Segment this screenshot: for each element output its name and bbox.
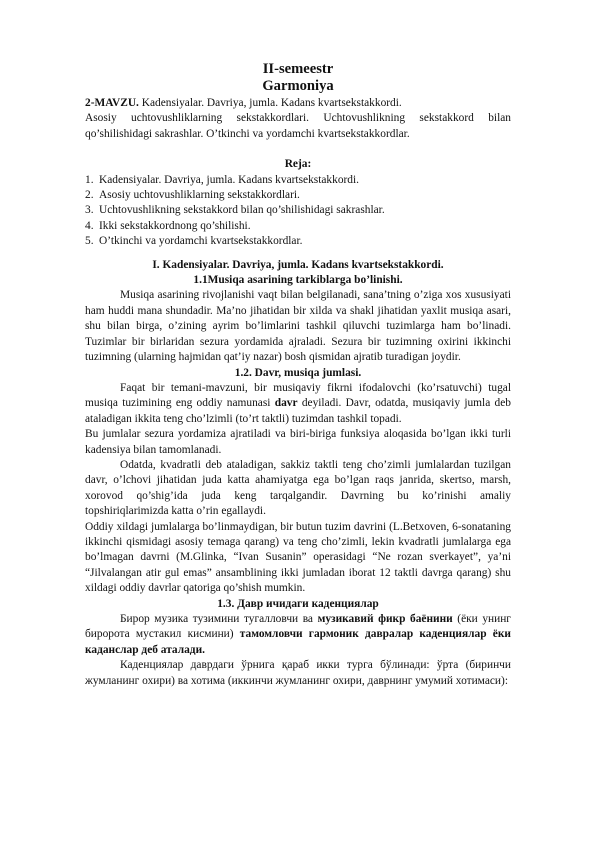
subject-title: Garmoniya (262, 78, 334, 94)
document-page (85, 60, 511, 689)
topic-title: Kadensiyalar. Davriya, jumla. Kadans kvartsekstakkordi. (138, 97, 402, 109)
subsection-heading-1-2: 1.2. Davr, musiqa jumlasi. (234, 366, 362, 379)
plan-list (85, 173, 511, 250)
plan-item: 3. Uchtovushlikning sekstakkord bilan qo’shilishidagi sakrashlar. (85, 204, 385, 217)
plan-heading: Reja: (284, 158, 312, 171)
plan-item: 4. Ikki sekstakkordnong qo’shilishi. (85, 219, 251, 232)
topic-line (85, 96, 511, 111)
paragraph-2: Faqat bir temani-mavzuni, bir musiqaviy fikrni ifodalovchi (ko’rsatuvchi) tugal musiqa tuzimining eng oddiy namunasi davr deyiladi. Davr, odatda, musiqaviy jumla deb ataladigan ikkita teng cho’lzimli (to’rt taktli) tuzimdan tashkil topadi. (85, 381, 511, 425)
paragraph-6: Бирор музика тузимини тугалловчи ва музикавий фикр баёнини (ёки унинг биророта мустакил кисмини) тамомловчи гармоник давралар каденциялар ёки каданслар деб аталади. (85, 613, 511, 656)
plan-item: 5. O’tkinchi va yordamchi kvartsekstakkordlar. (85, 235, 303, 248)
paragraph-7: Каденциялар даврдаги ўрнига қараб икки турга бўлинади: ўрта (биринчи жумланинг охири) ва хотима (иккинчи жумланинг охири, даврнинг умумий хотимаси): (85, 659, 511, 687)
semester-title: II-semeestr (262, 61, 334, 77)
topic-description: Asosiy uchtovushliklarning sekstakkordlari. Uchtovushlikning sekstakkord bilan qo’shilishidagi sakrashlar. O’tkinchi va yordamchi kvartsekstakkordlar. (85, 112, 511, 140)
paragraph-1: Musiqa asarining rivojlanishi vaqt bilan belgilanadi, sana’tning o’ziga xos xususiyati ham huddi mana shundadir. Ma’no jihatidan bir xilda va shakl jihatidan yaxlit musiqa asari, shu bilan birga, o’zining ayrim bo’limlarini tashkil qiluvchi tuzimlarga ham bo’linadi. Tuzimlar bir birlaridan sezura yordamida ajraladi. Sezura bir tuzimning oxirini ikkinchi tuzimning (ularning hajmidan qat’iy nazar) bosh qismidan ajratib turadigan joydir. (85, 289, 511, 364)
plan-item: 2. Asosiy uchtovushliklarning sekstakkordlari. (85, 189, 300, 202)
topic-label: 2-MAVZU. (85, 97, 139, 109)
paragraph-4: Odatda, kvadratli deb ataladigan, sakkiz taktli teng cho’zimli jumlalardan tuzilgan davr, o’lchovi jihatidan juda katta ahamiyatga ega bo’lgan raqs janrida, skertso, marsh, xorovod qo’shig’ida juda keng tarqalgandir. Davrning bu ko’rinishi amaliy topshiriqlarimizda katta o’rin egallaydi. (85, 458, 511, 518)
plan-item: 1. Kadensiyalar. Davriya, jumla. Kadans kvartsekstakkordi. (85, 173, 360, 186)
paragraph-5: Oddiy xildagi jumlalarga bo’linmaydigan, bir butun tuzim davrini (L.Betxoven, 6-sonataning ikkinchi qismidagi asosiy temaga qarang) va teng cho’zimli, lekin kvadratli jumlalarga ega bo’lmagan davrni (M.Glinka, “Ivan Susanin” operasidagi “Ne rozan sverkayet”, ya’ni “Jilvalangan atir gul emas” ansamblining ikki jumladan iborat 12 taktli davrga qarang) shu xildagi oddiy davrlar qatoriga qo’shish mumkin. (85, 520, 511, 595)
paragraph-3: Bu jumlalar sezura yordamiza ajratiladi va biri-biriga funksiya aloqasida bo’lgan ikki turli kadensiya bilan tamomlanadi. (85, 428, 511, 456)
subsection-heading-1-1: 1.1Musiqa asarining tarkiblarga bo’linishi. (193, 274, 403, 287)
subsection-heading-1-3: 1.3. Давр ичидаги каденциялар (217, 597, 379, 610)
section-heading: I. Kadensiyalar. Davriya, jumla. Kadans kvartsekstakkordi. (152, 258, 444, 271)
term-davr: davr (274, 397, 298, 410)
